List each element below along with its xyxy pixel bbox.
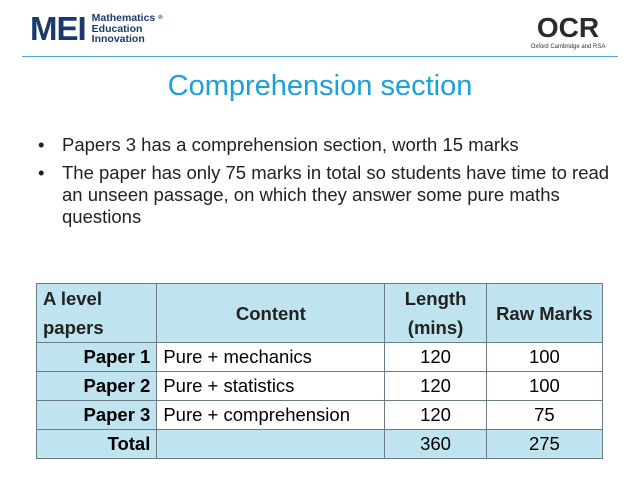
header <box>0 0 640 56</box>
bullet-text: The paper has only 75 marks in total so students have time to read an unseen passage, on which they answer some pure maths questions <box>62 162 610 227</box>
total-marks: 275 <box>486 430 602 459</box>
mei-logo-reg: ® <box>158 15 163 22</box>
header-content: Content <box>157 284 385 343</box>
row-label: Paper 3 <box>37 401 157 430</box>
bullet-dot-icon: • <box>38 134 45 155</box>
mei-logo <box>30 10 163 47</box>
row-length: 120 <box>385 401 486 430</box>
total-length: 360 <box>385 430 486 459</box>
header-raw-marks: Raw Marks <box>486 284 602 343</box>
row-content: Pure + comprehension <box>157 401 385 430</box>
slide-title: Comprehension section <box>167 70 473 102</box>
table-header-row <box>37 284 603 343</box>
bullet-item <box>34 162 614 228</box>
mei-logo-text <box>92 13 163 45</box>
total-label: Total <box>37 430 157 459</box>
table-total-row <box>37 430 603 459</box>
header-divider <box>22 56 618 57</box>
row-marks: 100 <box>486 343 602 372</box>
total-content <box>157 430 385 459</box>
bullet-dot-icon: • <box>38 162 45 183</box>
ocr-logo-subtitle: Oxford Cambridge and RSA <box>530 44 606 50</box>
bullet-list <box>34 134 614 234</box>
mei-logo-line-3: Innovation <box>91 33 145 46</box>
table-row <box>37 372 603 401</box>
header-length: Length (mins) <box>385 284 486 343</box>
row-marks: 100 <box>486 372 602 401</box>
row-length: 120 <box>385 372 486 401</box>
row-marks: 75 <box>486 401 602 430</box>
ocr-logo <box>518 14 618 50</box>
table-row <box>37 401 603 430</box>
header-papers: A level papers <box>37 284 157 343</box>
row-label: Paper 2 <box>37 372 157 401</box>
row-content: Pure + mechanics <box>157 343 385 372</box>
row-label: Paper 1 <box>37 343 157 372</box>
row-content: Pure + statistics <box>157 372 385 401</box>
ocr-logo-word: OCR <box>536 12 600 43</box>
papers-table <box>36 283 603 459</box>
row-length: 120 <box>385 343 486 372</box>
bullet-item <box>34 134 614 156</box>
mei-logo-line-1: Mathematics <box>91 12 156 25</box>
mei-logo-line-2: Education <box>91 22 143 35</box>
bullet-text: Papers 3 has a comprehension section, worth 15 marks <box>62 134 519 155</box>
mei-logo-mark: MEI <box>30 10 86 47</box>
table-row <box>37 343 603 372</box>
